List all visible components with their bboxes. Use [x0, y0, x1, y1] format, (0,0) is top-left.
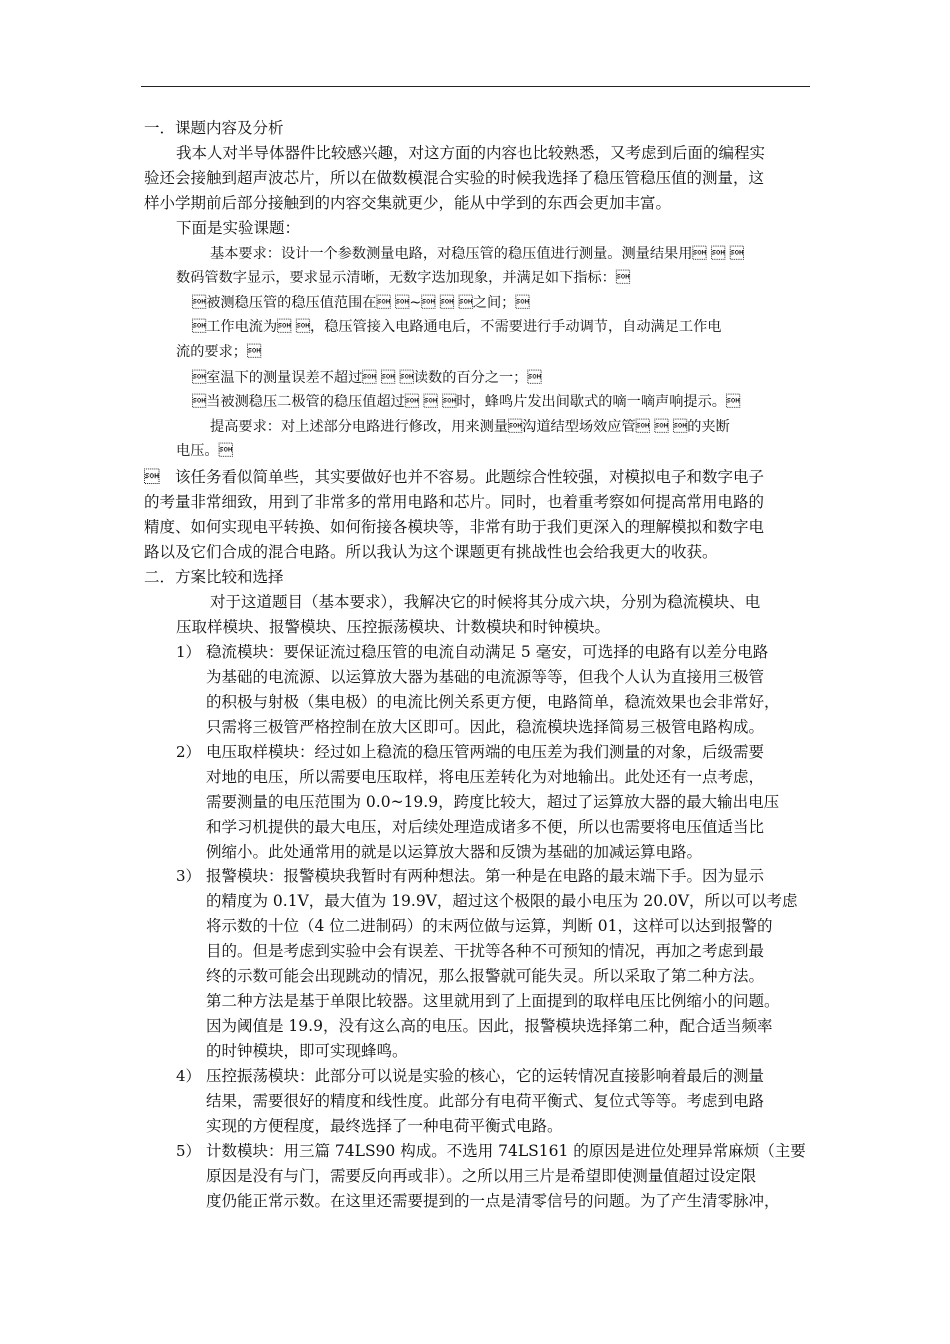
header-rule [141, 86, 810, 87]
list-number: 4） [176, 1067, 201, 1085]
task-line: 工作电流为 ，稳压管接入电路通电后，不需要进行手动调节，自动满足工作电 [192, 319, 722, 335]
list-number: 5） [176, 1142, 201, 1160]
list-item-line: 原因是没有与门，需要反向再或非）。之所以用三片是希望即使测量值超过设定限 [206, 1167, 757, 1185]
paragraph-line: 样小学期前后部分接触到的内容交集就更少，能从中学到的东西会更加丰富。 [144, 194, 672, 212]
list-item-line: 因为阈值是 19.9，没有这么高的电压。因此，报警模块选择第二种，配合适当频率 [206, 1017, 773, 1035]
list-item-line: 例缩小。此处通常用的就是以运算放大器和反馈为基础的加减运算电路。 [206, 843, 703, 861]
list-item-line: 结果，需要很好的精度和线性度。此部分有电荷平衡式、复位式等等。考虑到电路 [206, 1092, 765, 1110]
list-item-line: 和学习机提供的最大电压，对后续处理造成诸多不便，所以也需要将电压值适当比 [206, 818, 765, 836]
paragraph-line: 的考量非常细致，用到了非常多的常用电路和芯片。同时，也着重考察如何提高常用电路的 [144, 493, 765, 511]
list-item-line: 只需将三极管严格控制在放大区即可。因此，稳流模块选择简易三极管电路构成。 [206, 718, 765, 736]
task-line: 室温下的测量误差不超过  读数的百分之一； [192, 370, 542, 386]
paragraph-line: 我本人对半导体器件比较感兴趣，对这方面的内容也比较熟悉，又考虑到后面的编程实 [176, 144, 766, 162]
list-item-line: 报警模块：报警模块我暂时有两种想法。第一种是在电路的最末端下手。因为显示 [206, 867, 765, 885]
list-item-line: 对地的电压，所以需要电压取样，将电压差转化为对地输出。此处还有一点考虑， [206, 768, 765, 786]
section-heading: 二．方案比较和选择 [144, 568, 284, 586]
list-item-line: 的时钟模块，即可实现蜂鸣。 [206, 1042, 408, 1060]
paragraph-line: 对于这道题目（基本要求），我解决它的时候将其分成六块，分别为稳流模块、电 [210, 593, 761, 611]
list-item-line: 将示数的十位（4 位二进制码）的末两位做与运算，判断 01，这样可以达到报警的 [206, 917, 773, 935]
list-item-line: 压控振荡模块：此部分可以说是实验的核心，它的运转情况直接影响着最后的测量 [206, 1067, 765, 1085]
list-number: 3） [176, 867, 201, 885]
task-line: 提高要求：对上述部分电路进行修改，用来测量沟道结型场效应管  的夹断 [210, 419, 730, 435]
list-item-line: 终的示数可能会出现跳动的情况，那么报警就可能失灵。所以采取了第二种方法。 [206, 967, 765, 985]
task-line: 当被测稳压二极管的稳压值超过  时，蜂鸣片发出间歇式的嘀一嘀声响提示。 [192, 394, 741, 410]
paragraph-line: 路以及它们合成的混合电路。所以我认为这个课题更有挑战性也会给我更大的收获。 [144, 543, 718, 561]
list-item-line: 为基础的电流源、以运算放大器为基础的电流源等等，但我个人认为直接用三极管 [206, 668, 765, 686]
list-item-line: 度仍能正常示数。在这里还需要提到的一点是清零信号的问题。为了产生清零脉冲， [206, 1192, 780, 1210]
list-number: 2） [176, 743, 201, 761]
task-line: 流的要求； [176, 344, 262, 360]
list-item-line: 实现的方便程度，最终选择了一种电荷平衡式电路。 [206, 1117, 563, 1135]
list-item-line: 目的。但是考虑到实验中会有误差、干扰等各种不可预知的情况，再加之考虑到最 [206, 942, 765, 960]
list-item-line: 稳流模块：要保证流过稳压管的电流自动满足 5 毫安，可选择的电路有以差分电路 [206, 643, 769, 661]
list-item-line: 计数模块：用三篇 74LS90 构成。不选用 74LS161 的原因是进位处理异常麻烦（主要 [206, 1142, 806, 1160]
paragraph-line: 压取样模块、报警模块、压控振荡模块、计数模块和时钟模块。 [176, 618, 611, 636]
task-line: 电压。 [176, 443, 233, 459]
paragraph-line: 验还会接触到超声波芯片，所以在做数模混合实验的时候我选择了稳压管稳压值的测量，这 [144, 169, 765, 187]
list-item-line: 需要测量的电压范围为 0.0~19.9，跨度比较大，超过了运算放大器的最大输出电压 [206, 793, 780, 811]
list-item-line: 的精度为 0.1V，最大值为 19.9V，超过这个极限的最小电压为 20.0V，所以可以考虑 [206, 892, 798, 910]
list-item-line: 第二种方法是基于单限比较器。这里就用到了上面提到的取样电压比例缩小的问题。 [206, 992, 780, 1010]
paragraph-line: 精度、如何实现电平转换、如何衔接各模块等，非常有助于我们更深入的理解模拟和数字电 [144, 518, 765, 536]
task-line: 基本要求：设计一个参数测量电路，对稳压管的稳压值进行测量。测量结果用   [210, 246, 744, 262]
list-item-line: 的积极与射极（集电极）的电流比例关系更方便，电路简单，稳流效果也会非常好， [206, 693, 780, 711]
list-number: 1） [176, 643, 201, 661]
paragraph-line: 下面是实验课题： [176, 219, 301, 237]
paragraph-line:  该任务看似简单些，其实要做好也并不容易。此题综合性较强，对模拟电子和数字电子 [144, 468, 765, 486]
task-line: 数码管数字显示，要求显示清晰，无数字迭加现象，并满足如下指标： [176, 270, 631, 286]
task-line: 被测稳压管的稳压值范围在 ~  之间； [192, 295, 530, 311]
list-item-line: 电压取样模块：经过如上稳流的稳压管两端的电压差为我们测量的对象，后级需要 [206, 743, 765, 761]
section-heading: 一．课题内容及分析 [144, 119, 284, 137]
